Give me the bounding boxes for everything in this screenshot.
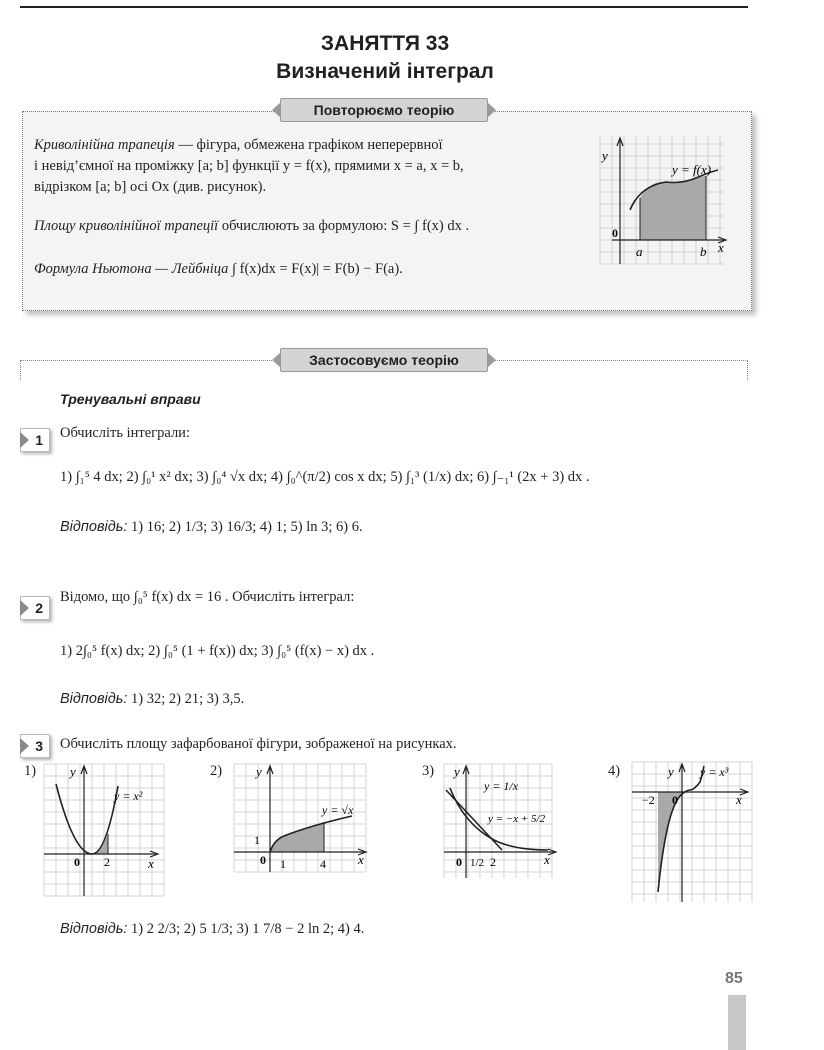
exercise-3-answer-label: Відповідь:	[60, 921, 128, 937]
newton-leibniz-line	[34, 260, 594, 279]
figure-2-x-label: x	[358, 852, 364, 867]
figure-2-shaded-area	[270, 822, 324, 852]
definition-line-2: і невід’ємної на проміжку [a; b] функції y = f(x), прямими x = a, x = b,	[34, 158, 464, 174]
practice-subtitle: Тренувальні вправи	[60, 391, 201, 407]
figure-1-origin: 0	[74, 855, 80, 869]
figure-4-graph	[632, 762, 756, 904]
area-formula: обчислюють за формулою: S = ∫ f(x) dx .	[218, 218, 470, 234]
figure-4-origin: 0	[672, 793, 678, 807]
exercise-3-task: Обчисліть площу зафарбованої фігури, зображеної на рисунках.	[60, 736, 457, 752]
theory-shaded-area	[640, 176, 706, 240]
exercise-3-number: 3	[20, 734, 50, 758]
figure-2-func: y = √x	[322, 803, 354, 817]
definition-line-3: відрізком [a; b] осі Ox (див. рисунок).	[34, 179, 267, 195]
figure-4-x-label: x	[736, 792, 742, 807]
figure-3-x-label: x	[544, 852, 550, 867]
practice-tab: Застосовуємо теорію	[280, 348, 488, 372]
theory-x-label: x	[718, 240, 724, 255]
theory-y-label: y	[602, 148, 608, 163]
theory-b-label: b	[700, 244, 707, 259]
figure-1-func: y = x²	[114, 789, 143, 803]
figure-4-tick-neg2: −2	[642, 793, 655, 807]
top-rule	[20, 6, 748, 8]
figure-3-func-1: y = 1/x	[484, 779, 519, 793]
theory-a-label: a	[636, 244, 643, 259]
exercise-1-task: Обчисліть інтеграли:	[60, 425, 190, 441]
theory-tab: Повторюємо теорію	[280, 98, 488, 122]
theory-func-label: y = f(x)	[672, 162, 712, 177]
exercise-3-answer	[60, 920, 700, 939]
figure-2-tick-1: 1	[280, 857, 286, 871]
definition-line-1	[34, 136, 584, 155]
exercise-1-integrals: 1) ∫₁⁵ 4 dx; 2) ∫₀¹ x² dx; 3) ∫₀⁴ √x dx; 4) ∫₀^(π/2) cos x dx; 5) ∫₁³ (1/x) dx; 6) ∫₋₁¹ (2x + 3) dx .	[60, 469, 590, 485]
figure-3-origin: 0	[456, 855, 462, 869]
exercise-2-answer-values: 1) 32; 2) 21; 3) 3,5.	[127, 691, 245, 707]
exercise-1-answer-label: Відповідь:	[60, 519, 128, 535]
lesson-number: ЗАНЯТТЯ 33	[320, 32, 450, 55]
lesson-topic: Визначений інтеграл	[276, 60, 494, 83]
exercise-3-answer-values: 1) 2 2/3; 2) 5 1/3; 3) 1 7/8 − 2 ln 2; 4) 4.	[127, 921, 365, 937]
figure-3-y-label: y	[454, 764, 460, 779]
figure-2-y-tick-1: 1	[254, 833, 260, 847]
exercise-2-answer-label: Відповідь:	[60, 691, 128, 707]
definition-text-1: — фігура, обмежена графіком неперервної	[174, 137, 443, 153]
definition-term: Криволінійна трапеція	[34, 137, 175, 153]
newton-leibniz-term: Формула Ньютона — Лейбніца	[34, 261, 229, 277]
figure-2-origin: 0	[260, 853, 266, 867]
figure-1-curve	[56, 784, 118, 854]
page-edge-bar	[728, 995, 746, 1050]
figure-1-x-label: x	[148, 856, 154, 871]
figure-1-number: 1)	[24, 763, 37, 779]
theory-graph	[600, 136, 730, 268]
exercise-2-number: 2	[20, 596, 50, 620]
exercise-2-integrals: 1) 2∫₀⁵ f(x) dx; 2) ∫₀⁵ (1 + f(x)) dx; 3) ∫₀⁵ (f(x) − x) dx .	[60, 643, 375, 659]
exercise-2-task: Відомо, що ∫₀⁵ f(x) dx = 16 . Обчисліть інтеграл:	[60, 589, 355, 605]
figure-2-graph	[234, 764, 370, 874]
figure-3-graph	[444, 764, 558, 880]
exercise-1-number: 1	[20, 428, 50, 452]
figure-1-graph	[44, 764, 166, 896]
area-term: Площу криволінійної трапеції	[34, 218, 219, 234]
exercise-1-answer	[60, 518, 700, 537]
figure-3-func-2: y = −x + 5/2	[488, 813, 546, 825]
exercise-2-answer	[60, 690, 700, 709]
figure-1-y-label: y	[70, 764, 76, 779]
figure-1-tick-2: 2	[104, 855, 110, 869]
figure-3-number: 3)	[422, 763, 435, 779]
figure-4-number: 4)	[608, 763, 621, 779]
figure-4-y-label: y	[668, 764, 674, 779]
figure-2-number: 2)	[210, 763, 223, 779]
exercise-1-answer-values: 1) 16; 2) 1/3; 3) 16/3; 4) 1; 5) ln 3; 6) 6.	[127, 519, 363, 535]
figure-3-tick-2: 2	[490, 855, 496, 869]
newton-leibniz-formula: ∫ f(x)dx = F(x)| = F(b) − F(a).	[228, 261, 403, 277]
figure-3-tick-half: 1/2	[470, 857, 485, 869]
theory-origin: 0	[612, 226, 618, 240]
figure-2-tick-4: 4	[320, 857, 326, 871]
figure-2-y-label: y	[256, 764, 262, 779]
page-number: 85	[725, 970, 743, 987]
figure-4-func: y = x³	[700, 765, 729, 779]
area-formula-line	[34, 217, 594, 236]
